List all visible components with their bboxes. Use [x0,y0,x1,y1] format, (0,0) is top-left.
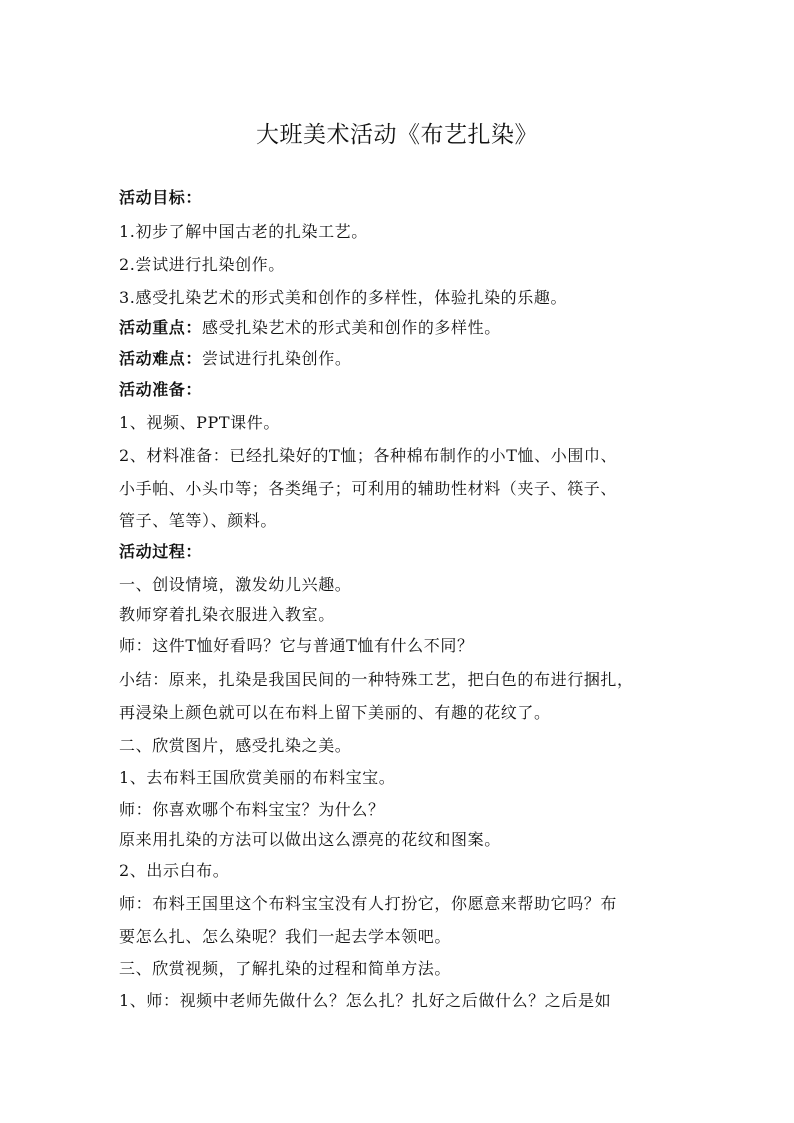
prep-item: 管子、笔等）、颜料。 [119,511,278,530]
process-line: 师：你喜欢哪个布料宝宝？为什么？ [119,800,385,819]
process-line: 1、师：视频中老师先做什么？怎么扎？扎好之后做什么？之后是如 [119,991,612,1010]
prep-item: 小手帕、小头巾等；各类绳子；可利用的辅助性材料（夹子、筷子、 [119,479,618,498]
goal-item: 3.感受扎染艺术的形式美和创作的多样性，体验扎染的乐趣。 [119,288,568,307]
difficulty-text: 尝试进行扎染创作。 [202,349,352,368]
goal-item: 1.初步了解中国古老的扎染工艺。 [119,222,368,241]
process-heading: 活动过程： [119,542,203,561]
process-line: 要怎么扎、怎么染呢？我们一起去学本领吧。 [119,927,452,946]
prep-item: 2、材料准备：已经扎染好的T恤；各种棉布制作的小T恤、小围巾、 [119,446,618,465]
process-line: 1、去布料王国欣赏美丽的布料宝宝。 [119,768,396,787]
difficulty-line [119,349,689,369]
process-line: 再浸染上颜色就可以在布料上留下美丽的、有趣的花纹了。 [119,703,551,722]
process-line: 一、创设情境，激发幼儿兴趣。 [119,575,352,594]
key-point-text: 感受扎染艺术的形式美和创作的多样性。 [202,318,501,337]
process-line: 原来用扎染的方法可以做出这么漂亮的花纹和图案。 [119,830,501,849]
prep-heading: 活动准备： [119,380,203,399]
prep-item: 1、视频、PPT课件。 [119,413,280,432]
process-line: 二、欣赏图片，感受扎染之美。 [119,736,352,755]
process-line: 师：这件T恤好看吗？它与普通T恤有什么不同？ [119,636,474,655]
document-title: 大班美术活动《布艺扎染》 [256,122,538,148]
process-line: 小结：原来，扎染是我国民间的一种特殊工艺，把白色的布进行捆扎， [119,670,634,689]
key-point-line [119,318,689,338]
process-line: 三、欣赏视频，了解扎染的过程和简单方法。 [119,959,452,978]
key-point-label: 活动重点： [119,318,203,337]
process-line: 2、出示白布。 [119,861,230,880]
process-line: 师：布料王国里这个布料宝宝没有人打扮它，你愿意来帮助它吗？布 [119,894,618,913]
difficulty-label: 活动难点： [119,349,203,368]
goal-heading: 活动目标： [119,188,203,207]
process-line: 教师穿着扎染衣服进入教室。 [119,605,335,624]
goal-item: 2.尝试进行扎染创作。 [119,255,285,274]
